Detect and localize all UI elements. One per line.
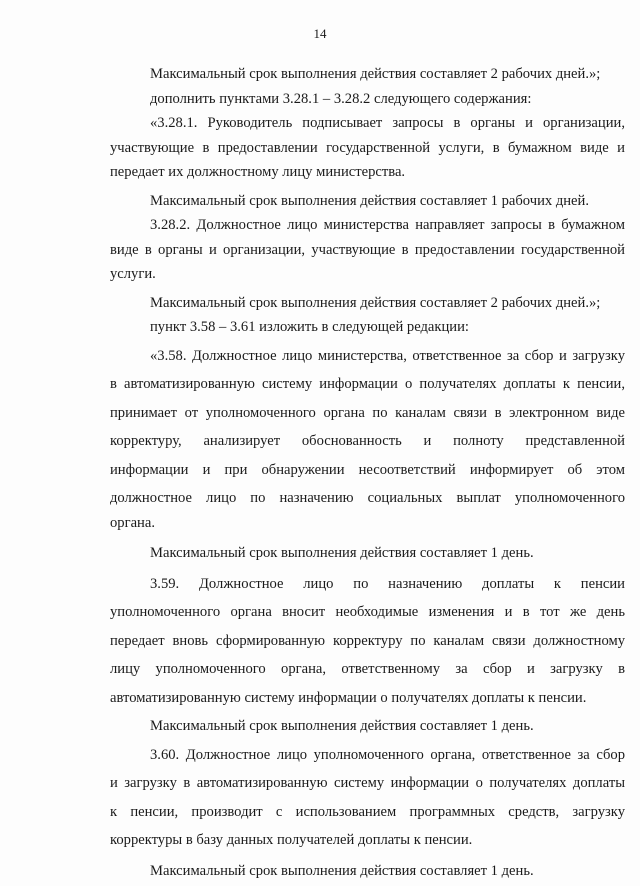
text-line: 3.59. Должностное лицо по назначению доплаты к пенсии [150,575,625,592]
text-line: Максимальный срок выполнения действия составляет 1 день. [150,718,534,734]
text-line: уполномоченного органа вносит необходимые изменения и в тот же день [110,604,625,620]
page-number: 14 [313,26,327,41]
text-line: услуги. [110,266,156,282]
text-line: принимает от уполномоченного органа по каналам связи в электронном виде [110,404,625,421]
text-line: 3.60. Должностное лицо уполномоченного органа, ответственное за сбор [150,746,625,763]
text-line: виде в органы и организации, участвующие в предоставлении государственной [110,241,625,258]
text-line: передает вновь сформированную корректуру по каналам связи должностному [110,632,625,649]
text-line: корректуры в базу данных получателей доплаты к пенсии. [110,832,473,848]
text-line: «3.28.1. Руководитель подписывает запросы в органы и организации, [150,115,625,131]
text-line: автоматизированную систему информации о получателях доплаты к пенсии. [110,689,587,706]
text-line: и загрузку в автоматизированную систему информации о получателях доплаты [110,775,625,791]
text-line: «3.58. Должностное лицо министерства, ответственное за сбор и загрузку [150,347,625,364]
text-line: должностное лицо по назначению социальных выплат уполномоченного [110,490,625,506]
text-line: Максимальный срок выполнения действия составляет 2 рабочих дней.»; [150,66,601,82]
text-line: информации и при обнаружении несоответствий информирует об этом [110,461,625,478]
text-line: Максимальный срок выполнения действия составляет 1 день. [150,545,534,561]
text-line: пункт 3.58 – 3.61 изложить в следующей редакции: [150,319,469,335]
text-line: к пенсии, производит с использованием программных средств, загрузку [110,803,625,820]
text-line: корректуру, анализирует обоснованность и полноту представленной [110,433,625,449]
text-line: лицу уполномоченного органа, ответственному за сбор и загрузку в [110,661,625,677]
text-line: Максимальный срок выполнения действия составляет 1 рабочих дней. [150,192,589,209]
text-line: дополнить пунктами 3.28.1 – 3.28.2 следующего содержания: [150,90,532,107]
text-line: в автоматизированную систему информации о получателях доплаты к пенсии, [110,376,625,392]
text-line: Максимальный срок выполнения действия составляет 1 день. [150,862,534,879]
text-line: Максимальный срок выполнения действия составляет 2 рабочих дней.»; [150,294,601,311]
text-line: органа. [110,514,155,531]
text-line: передает их должностному лицу министерства. [110,164,406,180]
document-body [110,62,625,883]
text-line: участвующие в предоставлении государственной услуги, в бумажном виде и [110,139,625,156]
text-line: 3.28.2. Должностное лицо министерства направляет запросы в бумажном [150,217,625,233]
